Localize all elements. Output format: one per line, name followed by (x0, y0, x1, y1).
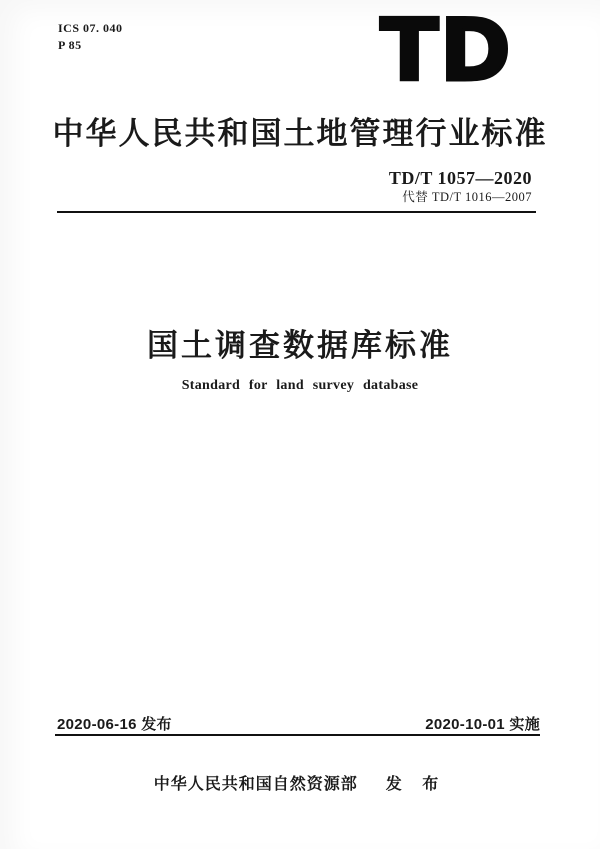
publish-action-label: 发 布 (385, 776, 447, 793)
publisher-name: 中华人民共和国自然资源部 (153, 776, 358, 793)
p-class-code: P 85 (58, 38, 82, 52)
header-divider-rule (57, 211, 536, 213)
document-title-chinese: 国土调查数据库标准 (147, 328, 453, 363)
industry-standard-heading: 中华人民共和国土地管理行业标准 (52, 116, 548, 151)
document-title-english: Standard for land survey database (181, 378, 419, 393)
implement-date: 2020-10-01 实施 (425, 716, 540, 733)
standard-number-block (389, 168, 532, 206)
ics-code: ICS 07. 040 (58, 21, 123, 35)
replaces-note: 代替 TD/T 1016—2007 (402, 190, 532, 204)
td-logo: TD (379, 1, 512, 101)
ics-code-block (58, 20, 123, 54)
issue-date: 2020-06-16 发布 (57, 716, 172, 733)
standard-number: TD/T 1057—2020 (388, 168, 532, 188)
dates-row (57, 713, 540, 734)
footer-divider-rule (55, 734, 540, 736)
publisher-row (0, 771, 600, 794)
